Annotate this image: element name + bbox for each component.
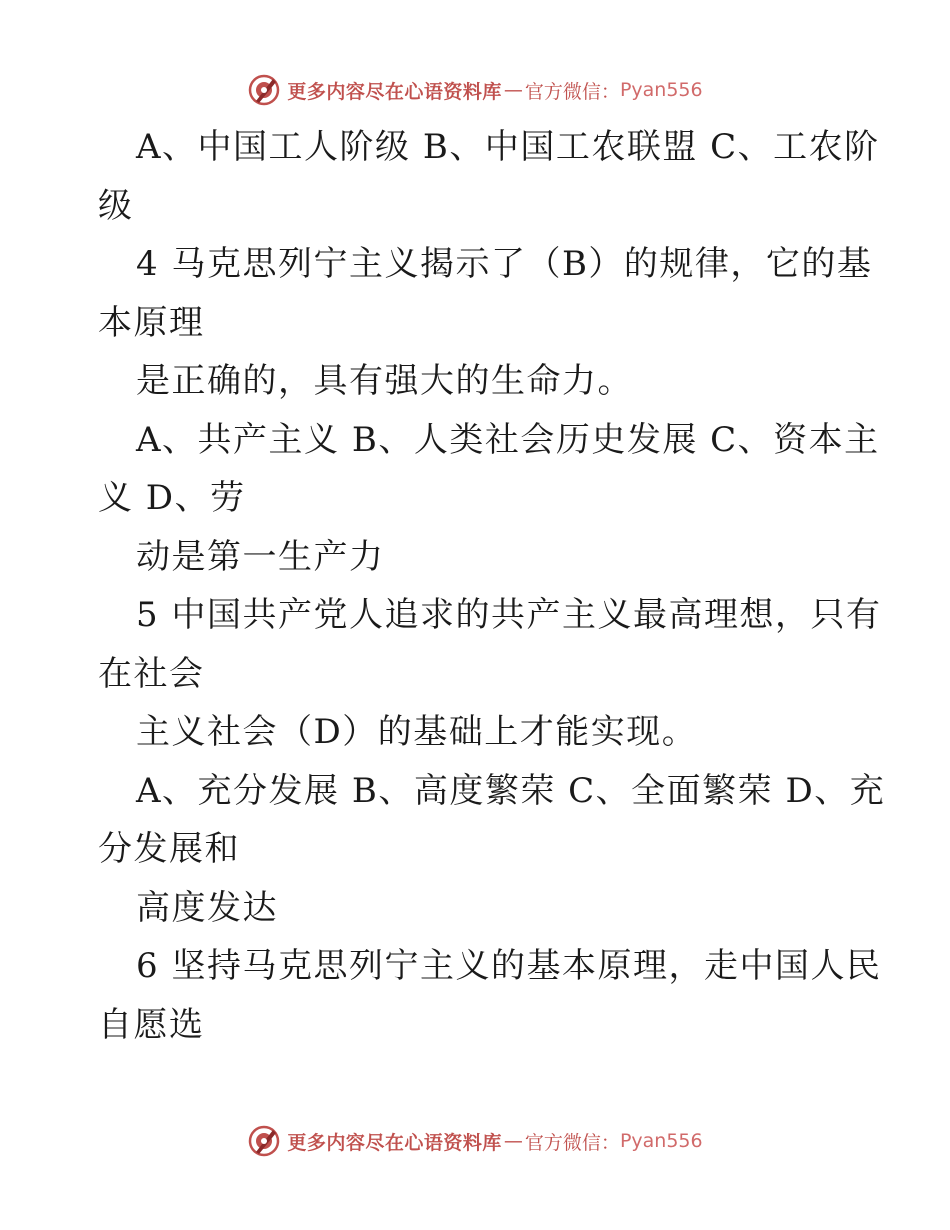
text-line: 6 坚持马克思列宁主义的基本原理，走中国人民	[136, 946, 882, 986]
watermark-dash: —	[503, 1130, 523, 1152]
watermark-id: Pyan556	[619, 1130, 703, 1152]
pen-logo-icon	[247, 1124, 281, 1158]
text-line: 义 D、劳	[98, 478, 246, 518]
document-body	[98, 118, 886, 1054]
footer-watermark	[0, 1121, 950, 1161]
watermark-sub-text: 官方微信：	[524, 1131, 620, 1154]
text-line: 分发展和	[98, 829, 240, 869]
text-line: 本原理	[98, 302, 205, 343]
text-line: 高度发达	[136, 887, 278, 928]
text-line: 级	[98, 185, 134, 226]
text-line: A、共产主义 B、人类社会历史发展 C、资本主	[136, 419, 880, 460]
pen-logo-icon	[247, 73, 281, 107]
text-line: A、充分发展 B、高度繁荣 C、全面繁荣 D、充	[136, 770, 886, 811]
watermark-dash: —	[503, 79, 523, 101]
watermark-main-text: 更多内容尽在心语资料库	[287, 1131, 502, 1154]
text-line: 自愿选	[98, 1004, 205, 1045]
watermark-main-text: 更多内容尽在心语资料库	[287, 80, 502, 103]
text-line: 4 马克思列宁主义揭示了（B）的规律，它的基	[136, 244, 873, 284]
watermark-id: Pyan556	[619, 79, 703, 101]
text-line: A、中国工人阶级 B、中国工农联盟 C、工农阶	[136, 127, 880, 167]
text-line: 在社会	[98, 653, 205, 694]
header-watermark	[0, 70, 950, 110]
text-line: 动是第一生产力	[136, 536, 385, 577]
watermark-sub-text: 官方微信：	[524, 80, 620, 103]
text-line: 主义社会（D）的基础上才能实现。	[136, 712, 698, 752]
text-line: 5 中国共产党人追求的共产主义最高理想，只有	[136, 595, 882, 635]
text-line: 是正确的，具有强大的生命力。	[136, 361, 633, 401]
